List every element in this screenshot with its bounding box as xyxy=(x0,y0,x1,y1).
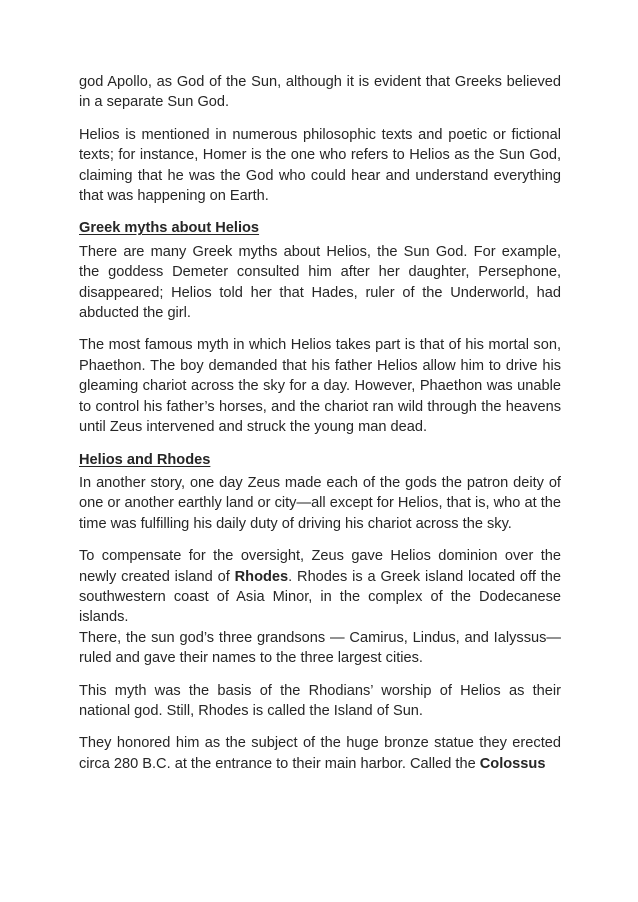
paragraph-phaethon: The most famous myth in which Helios takes part is that of his mortal son, Phaethon. The boy demanded that his father Helios allow him to drive his gleaming chariot across the sky for a day. However, Phaethon was unable to control his father’s horses, and the chariot ran wild through the heavens until Zeus intervened and struck the young man dead. xyxy=(79,337,561,436)
rhodes-bold: Rhodes xyxy=(234,568,289,585)
heading-greek-myths: Greek myths about Helios xyxy=(79,220,260,237)
paragraph-dominion xyxy=(79,546,561,628)
paragraph-grandsons: There, the sun god’s three grandsons — Camirus, Lindus, and Ialyssus—ruled and gave their names to the three largest cities. xyxy=(79,629,561,667)
paragraph-colossus xyxy=(79,733,561,774)
colossus-text: They honored him as the subject of the huge bronze statue they erected circa 280 B.C. at the entrance to their main harbor. Called the xyxy=(79,735,561,772)
paragraph-patron-deity: In another story, one day Zeus made each of the gods the patron deity of one or another earthly land or city—all except for Helios, that is, who at the time was fulfilling his daily duty of driving his chariot across the sky. xyxy=(79,474,561,532)
document-page xyxy=(79,72,561,786)
paragraph-demeter: There are many Greek myths about Helios, the Sun God. For example, the goddess Demeter consulted him after her daughter, Persephone, disappeared; Helios told her that Hades, ruler of the Underworld, had abducted the girl. xyxy=(79,243,561,322)
heading-helios-rhodes: Helios and Rhodes xyxy=(79,451,211,468)
paragraph-apollo: god Apollo, as God of the Sun, although it is evident that Greeks believed in a separate Sun God. xyxy=(79,74,561,111)
colossus-bold: Colossus xyxy=(479,755,546,772)
dominion-text-start: To compensate for the oversight, Zeus gave Helios dominion over the newly created island of xyxy=(79,548,561,585)
paragraph-homer: Helios is mentioned in numerous philosophic texts and poetic or fictional texts; for instance, Homer is the one who refers to Helios as the Sun God, claiming that he was the God who could hear and understand everything that was happening on Earth. xyxy=(79,126,561,205)
dominion-text-end: . Rhodes is a Greek island located off the southwestern coast of Asia Minor, in the complex of the Dodecanese islands. xyxy=(79,568,561,626)
paragraph-worship: This myth was the basis of the Rhodians’ worship of Helios as their national god. Still, Rhodes is called the Island of Sun. xyxy=(79,682,561,719)
